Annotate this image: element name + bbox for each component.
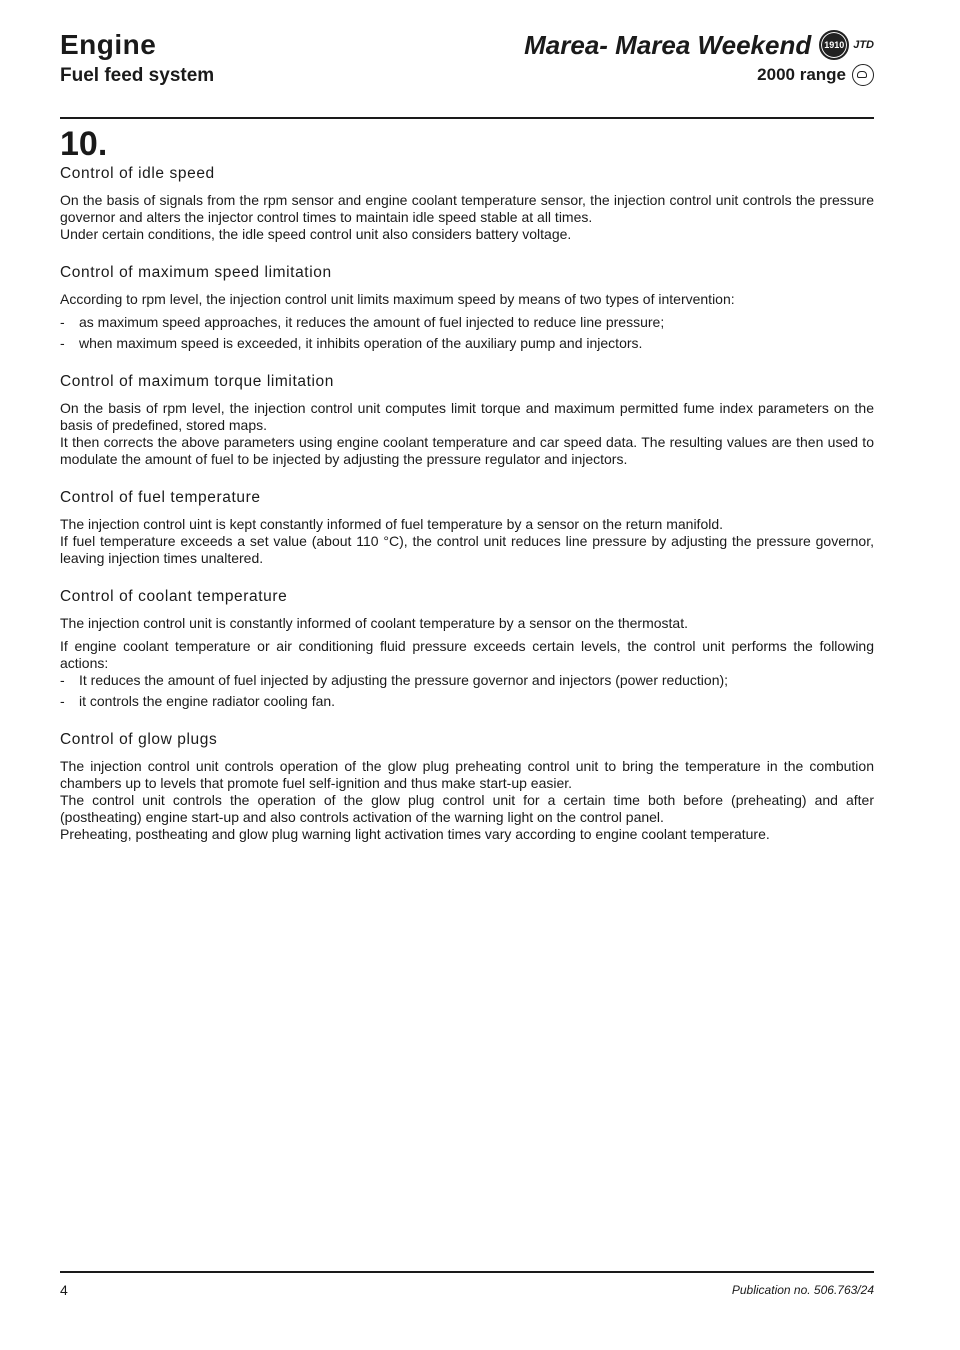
paragraph: On the basis of rpm level, the injection control unit computes limit torque and maximum permitted fume index parameters on the basis of predefined, stored maps. — [60, 400, 874, 433]
section-coolant-temperature — [60, 587, 874, 710]
list-item: - it controls the engine radiator cooling fan. — [60, 693, 336, 709]
content — [60, 164, 874, 863]
list-item: - It reduces the amount of fuel injected by adjusting the pressure governor and injectors (power reduction); — [60, 672, 729, 688]
section-title: Engine — [60, 29, 157, 60]
header-divider — [60, 117, 874, 119]
section-heading: Control of fuel temperature — [60, 489, 261, 506]
list-item: - as maximum speed approaches, it reduces the amount of fuel injected to reduce line pressure; — [60, 314, 665, 330]
list-item: - when maximum speed is exceeded, it inhibits operation of the auxiliary pump and injectors. — [60, 335, 643, 351]
paragraph: If fuel temperature exceeds a set value (about 110 °C), the control unit reduces line pressure by adjusting the pressure governor, leaving injection times unaltered. — [60, 533, 874, 566]
range-line — [524, 64, 874, 86]
paragraph: It then corrects the above parameters using engine coolant temperature and car speed data. The resulting values are then used to modulate the amount of fuel to be injected by adjusting the pressure regulator and injectors. — [60, 434, 874, 467]
subsection-title: Fuel feed system — [60, 65, 215, 86]
section-max-torque — [60, 372, 874, 468]
paragraph: According to rpm level, the injection control unit limits maximum speed by means of two types of intervention: — [60, 291, 735, 307]
model-name: Marea- Marea Weekend — [524, 30, 812, 60]
section-glow-plugs — [60, 730, 874, 843]
section-idle-speed — [60, 164, 874, 243]
range-label: 2000 range — [757, 65, 846, 84]
section-heading: Control of glow plugs — [60, 731, 218, 748]
section-fuel-temperature — [60, 488, 874, 567]
header-right — [524, 30, 874, 86]
paragraph: The injection control unit controls operation of the glow plug preheating control unit to bring the temperature in the combution chambers up to levels that promote fuel self-ignition and thus make start-up easier. — [60, 758, 874, 791]
section-max-speed — [60, 263, 874, 352]
paragraph: The injection control unit is constantly informed of coolant temperature by a sensor on the thermostat. — [60, 615, 688, 631]
engine-badge-icon: 1910 — [819, 30, 849, 60]
car-range-icon — [852, 64, 874, 86]
section-heading: Control of maximum torque limitation — [60, 373, 334, 390]
paragraph: Under certain conditions, the idle speed control unit also considers battery voltage. — [60, 226, 572, 242]
chapter-number: 10. — [60, 125, 108, 163]
paragraph: On the basis of signals from the rpm sensor and engine coolant temperature sensor, the injection control unit controls the pressure governor and alters the injector control times to maintain idle speed stable at all times. — [60, 192, 874, 225]
action-list — [60, 314, 874, 352]
publication-number: Publication no. 506.763/24 — [731, 1283, 874, 1297]
footer-divider — [60, 1271, 874, 1273]
section-heading: Control of maximum speed limitation — [60, 264, 332, 281]
model-line — [524, 30, 874, 60]
section-heading: Control of idle speed — [60, 165, 215, 182]
engine-code: JTD — [853, 39, 874, 51]
page-number: 4 — [60, 1282, 68, 1298]
paragraph: If engine coolant temperature or air conditioning fluid pressure exceeds certain levels, the control unit performs the following actions: — [60, 638, 874, 671]
section-heading: Control of coolant temperature — [60, 588, 288, 605]
paragraph: Preheating, postheating and glow plug warning light activation times vary according to engine coolant temperature. — [60, 826, 770, 842]
paragraph: The control unit controls the operation of the glow plug control unit for a certain time both before (preheating) and after (postheating) engine start-up and also controls activation of the warning light on the control panel. — [60, 792, 874, 825]
action-list — [60, 672, 874, 710]
paragraph: The injection control uint is kept constantly informed of fuel temperature by a sensor on the return manifold. — [60, 516, 724, 532]
header-left — [60, 30, 214, 88]
